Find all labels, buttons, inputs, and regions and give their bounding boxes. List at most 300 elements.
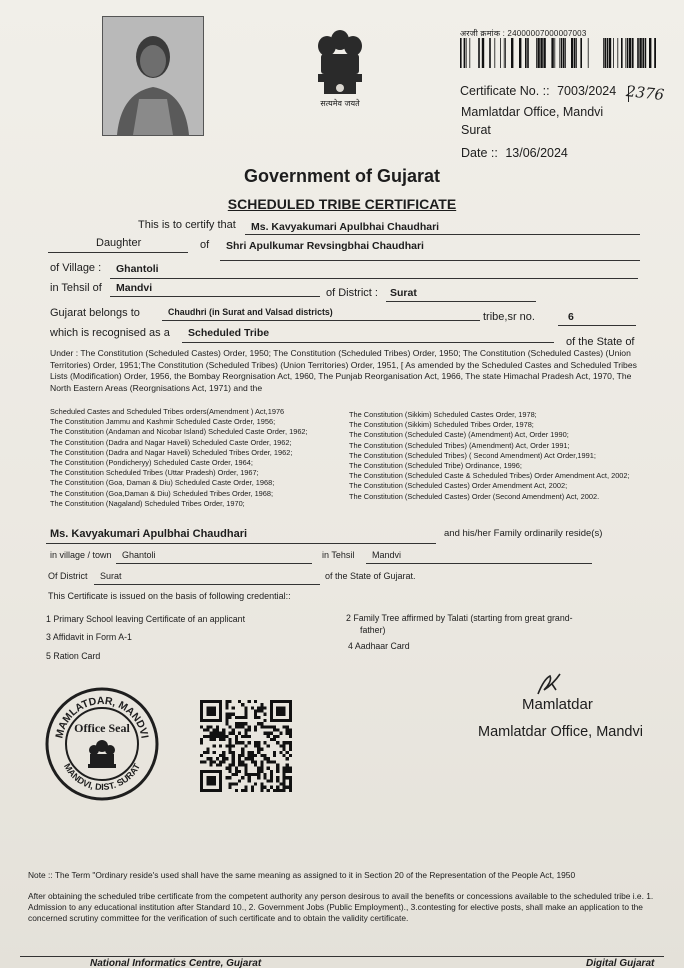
qr-module xyxy=(241,789,244,792)
qr-module xyxy=(257,706,260,709)
qr-module xyxy=(254,763,257,766)
qr-module xyxy=(289,789,292,792)
barcode-bar xyxy=(571,38,573,68)
barcode-bar xyxy=(588,38,589,68)
qr-module xyxy=(206,719,209,722)
handwritten-stroke xyxy=(628,86,629,102)
qr-module xyxy=(279,700,282,703)
qr-module xyxy=(213,719,216,722)
order-item: The Constitution (Goa,Daman & Diu) Scheduled Tribes Order, 1968; xyxy=(50,488,274,498)
qr-module xyxy=(282,786,285,789)
qr-module xyxy=(244,735,247,738)
footer-right: Digital Gujarat xyxy=(586,958,655,968)
qr-module xyxy=(273,751,276,754)
date-label: Date :: xyxy=(461,146,498,160)
barcode-bar xyxy=(603,38,604,68)
qr-module xyxy=(244,706,247,709)
qr-module xyxy=(200,713,203,716)
order-item: The Constitution (Scheduled Castes) Order Amendment Act, 2002; xyxy=(349,481,568,491)
qr-module xyxy=(241,748,244,751)
qr-module xyxy=(225,776,228,779)
qr-module xyxy=(276,763,279,766)
qr-module xyxy=(260,706,263,709)
qr-module xyxy=(232,757,235,760)
qr-module xyxy=(244,729,247,732)
tribe-sr-label: tribe,sr no. xyxy=(483,311,535,323)
qr-module xyxy=(248,757,251,760)
qr-module xyxy=(216,719,219,722)
order-item: The Constitution (Dadra and Nagar Haveli) Scheduled Caste Order, 1962; xyxy=(50,437,292,447)
qr-module xyxy=(254,760,257,763)
qr-module xyxy=(282,710,285,713)
qr-module xyxy=(238,732,241,735)
qr-module xyxy=(219,713,222,716)
barcode-bar xyxy=(621,38,623,68)
qr-module xyxy=(260,703,263,706)
order-item: The Constitution (Scheduled Tribes) (Amendment) Act, Order 1991; xyxy=(349,440,570,450)
qr-module xyxy=(229,770,232,773)
qr-module xyxy=(206,725,209,728)
qr-module xyxy=(232,744,235,747)
qr-module xyxy=(263,786,266,789)
qr-module xyxy=(244,744,247,747)
qr-module xyxy=(289,703,292,706)
applicant-photo xyxy=(102,16,204,136)
qr-module xyxy=(238,757,241,760)
qr-module xyxy=(232,760,235,763)
qr-module xyxy=(260,763,263,766)
qr-module xyxy=(289,741,292,744)
qr-module xyxy=(222,751,225,754)
qr-module xyxy=(260,722,263,725)
qr-module xyxy=(286,786,289,789)
qr-module xyxy=(241,725,244,728)
qr-module xyxy=(219,700,222,703)
qr-module xyxy=(210,779,213,782)
tehsil-label: in Tehsil of xyxy=(50,282,102,294)
recognised-value: Scheduled Tribe xyxy=(188,327,270,339)
qr-module xyxy=(251,706,254,709)
qr-module xyxy=(200,725,203,728)
parent-name: Shri Apulkumar Revsingbhai Chaudhari xyxy=(226,240,424,252)
barcode-bar xyxy=(580,38,582,68)
barcode-bar xyxy=(617,38,618,68)
barcode-bar xyxy=(565,38,566,68)
footer-rule xyxy=(20,956,664,957)
barcode-bar xyxy=(527,38,529,68)
qr-module xyxy=(238,716,241,719)
qr-module xyxy=(232,763,235,766)
belongs-label: Gujarat belongs to xyxy=(50,307,140,319)
qr-module xyxy=(273,760,276,763)
qr-module xyxy=(289,786,292,789)
qr-module xyxy=(263,776,266,779)
qr-module xyxy=(286,729,289,732)
qr-module xyxy=(203,770,206,773)
qr-module xyxy=(286,732,289,735)
qr-module xyxy=(213,779,216,782)
certificate-number xyxy=(460,84,616,98)
qr-module xyxy=(232,706,235,709)
qr-module xyxy=(270,732,273,735)
qr-module xyxy=(203,729,206,732)
qr-module xyxy=(286,767,289,770)
qr-module xyxy=(244,732,247,735)
qr-module xyxy=(225,722,228,725)
qr-module xyxy=(229,738,232,741)
credential-item: 3 Affidavit in Form A-1 xyxy=(46,632,132,642)
office-line-2: Surat xyxy=(461,123,491,137)
qr-module xyxy=(244,713,247,716)
qr-module xyxy=(254,700,257,703)
issue-date xyxy=(461,146,568,160)
qr-module xyxy=(282,754,285,757)
qr-module xyxy=(248,754,251,757)
order-item: The Constitution (Scheduled Caste & Scheduled Tribes) Order Amendment Act, 2002; xyxy=(349,471,630,481)
qr-module xyxy=(282,725,285,728)
qr-module xyxy=(273,725,276,728)
state-gujarat-label: of the State of Gujarat. xyxy=(325,571,416,581)
qr-module xyxy=(210,776,213,779)
qr-module xyxy=(282,744,285,747)
qr-module xyxy=(260,754,263,757)
qr-module xyxy=(257,751,260,754)
qr-module xyxy=(248,779,251,782)
qr-module xyxy=(270,703,273,706)
qr-module xyxy=(213,770,216,773)
handwritten-number: 2376 xyxy=(625,82,666,104)
qr-module xyxy=(235,789,238,792)
qr-module xyxy=(219,719,222,722)
tribe-rule xyxy=(162,320,480,321)
qr-module xyxy=(270,773,273,776)
qr-module xyxy=(216,757,219,760)
qr-module xyxy=(216,789,219,792)
qr-module xyxy=(282,779,285,782)
qr-module xyxy=(282,713,285,716)
qr-module xyxy=(254,725,257,728)
qr-module xyxy=(200,760,203,763)
qr-module xyxy=(213,706,216,709)
qr-module xyxy=(206,782,209,785)
qr-module xyxy=(219,738,222,741)
qr-module xyxy=(210,789,213,792)
qr-module xyxy=(257,776,260,779)
village-label: of Village : xyxy=(50,262,102,274)
qr-module xyxy=(289,748,292,751)
seal-mid-text: Office Seal xyxy=(74,721,130,735)
qr-module xyxy=(248,776,251,779)
qr-module xyxy=(235,767,238,770)
qr-module xyxy=(251,786,254,789)
barcode-bar xyxy=(536,38,537,68)
qr-module xyxy=(206,706,209,709)
signatory-title: Mamlatdar xyxy=(522,696,593,713)
qr-module xyxy=(222,757,225,760)
qr-module xyxy=(200,776,203,779)
barcode-bar xyxy=(639,38,641,68)
qr-module xyxy=(206,757,209,760)
qr-module xyxy=(210,782,213,785)
qr-module xyxy=(254,744,257,747)
qr-module xyxy=(213,710,216,713)
qr-module xyxy=(213,729,216,732)
qr-module xyxy=(200,703,203,706)
signatory-office: Mamlatdar Office, Mandvi xyxy=(478,724,643,740)
date-value: 13/06/2024 xyxy=(505,146,568,160)
qr-module xyxy=(251,760,254,763)
qr-module xyxy=(254,782,257,785)
qr-module xyxy=(254,773,257,776)
certificate-number-label: Certificate No. :: xyxy=(460,84,550,98)
qr-module xyxy=(229,782,232,785)
qr-module xyxy=(289,729,292,732)
qr-module xyxy=(238,763,241,766)
qr-module xyxy=(273,700,276,703)
qr-module xyxy=(206,779,209,782)
qr-module xyxy=(254,729,257,732)
qr-module xyxy=(267,779,270,782)
qr-module xyxy=(282,706,285,709)
qr-module xyxy=(257,722,260,725)
of-label: of xyxy=(200,239,210,251)
qr-module xyxy=(238,754,241,757)
tribe-name: Chaudhri (in Surat and Valsad districts) xyxy=(168,307,333,317)
qr-module xyxy=(279,782,282,785)
qr-module xyxy=(273,729,276,732)
barcode-bar xyxy=(482,38,484,68)
qr-module xyxy=(229,767,232,770)
qr-module xyxy=(219,763,222,766)
qr-module xyxy=(248,725,251,728)
qr-module xyxy=(279,719,282,722)
applicant-rule xyxy=(245,234,640,235)
applicant2-rule xyxy=(46,543,436,544)
relation-rule xyxy=(48,252,188,253)
village-value: Ghantoli xyxy=(116,263,159,275)
qr-module xyxy=(210,735,213,738)
qr-module xyxy=(282,719,285,722)
state-of-label: of the State of xyxy=(566,336,635,348)
qr-module xyxy=(279,713,282,716)
qr-module xyxy=(270,725,273,728)
credential-item: 1 Primary School leaving Certificate of an applicant xyxy=(46,614,246,624)
qr-module xyxy=(232,773,235,776)
qr-module xyxy=(279,706,282,709)
qr-module xyxy=(248,735,251,738)
recognised-rule xyxy=(182,342,554,343)
qr-module xyxy=(206,789,209,792)
order-item: The Constitution (Goa, Daman & Diu) Scheduled Caste Order, 1968; xyxy=(50,478,275,488)
qr-module xyxy=(286,776,289,779)
qr-module xyxy=(210,710,213,713)
barcode-bar xyxy=(637,38,639,68)
qr-module xyxy=(206,713,209,716)
qr-module xyxy=(225,735,228,738)
qr-module xyxy=(248,700,251,703)
orders-right-list xyxy=(349,410,641,502)
qr-module xyxy=(241,754,244,757)
order-item: The Constitution (Sikkim) Scheduled Tribes Order, 1978; xyxy=(349,420,534,430)
qr-module xyxy=(244,716,247,719)
qr-module xyxy=(210,757,213,760)
qr-module xyxy=(279,751,282,754)
qr-module xyxy=(276,770,279,773)
qr-module xyxy=(216,735,219,738)
order-item: The Constitution (Dadra and Nagar Haveli) Scheduled Tribes Order, 1962; xyxy=(50,447,293,457)
of-district-label: Of District xyxy=(48,571,88,581)
credential-item: 5 Ration Card xyxy=(46,651,101,661)
barcode-bar xyxy=(609,38,611,68)
office-line-1: Mamlatdar Office, Mandvi xyxy=(461,105,604,119)
qr-module xyxy=(238,722,241,725)
qr-module xyxy=(238,770,241,773)
qr-module xyxy=(257,741,260,744)
qr-module xyxy=(225,719,228,722)
qr-module xyxy=(235,722,238,725)
qr-module xyxy=(210,719,213,722)
qr-module xyxy=(213,751,216,754)
qr-module xyxy=(267,725,270,728)
qr-module xyxy=(289,770,292,773)
qr-module xyxy=(289,754,292,757)
village-town-value: Ghantoli xyxy=(122,550,156,560)
qr-module xyxy=(213,738,216,741)
of-district-value: Surat xyxy=(100,571,122,581)
qr-module xyxy=(270,779,273,782)
qr-module xyxy=(257,773,260,776)
barcode-bar xyxy=(551,38,553,68)
qr-module xyxy=(286,757,289,760)
order-item: The Constitution (Scheduled Caste) (Amendment) Act, Order 1990; xyxy=(349,430,569,440)
reside-label: and his/her Family ordinarily reside(s) xyxy=(444,528,603,539)
qr-module xyxy=(276,776,279,779)
order-item: Scheduled Castes and Scheduled Tribes orders(Amendment ) Act,1976 xyxy=(50,407,285,416)
qr-module xyxy=(282,767,285,770)
qr-module xyxy=(232,729,235,732)
qr-module xyxy=(235,738,238,741)
qr-module xyxy=(273,754,276,757)
qr-module xyxy=(254,754,257,757)
qr-module xyxy=(263,713,266,716)
qr-module xyxy=(229,763,232,766)
qr-module xyxy=(254,710,257,713)
barcode-bar xyxy=(649,38,651,68)
barcode-bar xyxy=(561,38,563,68)
qr-module xyxy=(213,732,216,735)
note-1: Note :: The Term "Ordinary reside's used shall have the same meaning as assigned to it in Section 20 of the Representation of the People Act, 1950 xyxy=(28,870,576,880)
qr-module xyxy=(219,776,222,779)
qr-module xyxy=(222,732,225,735)
qr-module xyxy=(251,751,254,754)
qr-module xyxy=(267,735,270,738)
qr-module xyxy=(229,751,232,754)
qr-module xyxy=(289,779,292,782)
qr-module xyxy=(213,700,216,703)
qr-module xyxy=(276,786,279,789)
qr-module xyxy=(206,751,209,754)
barcode-bar xyxy=(604,38,606,68)
qr-module xyxy=(289,713,292,716)
parent-rule xyxy=(220,260,640,261)
qr-module xyxy=(263,754,266,757)
barcode-bar xyxy=(494,38,495,68)
qr-module xyxy=(216,729,219,732)
qr-module xyxy=(276,767,279,770)
qr-module xyxy=(257,767,260,770)
order-item: The Constitution (Scheduled Tribe) Ordinance, 1996; xyxy=(349,461,522,471)
qr-module xyxy=(270,713,273,716)
qr-module xyxy=(241,741,244,744)
qr-module xyxy=(289,710,292,713)
tehsil2-rule xyxy=(366,563,592,564)
qr-module xyxy=(200,700,203,703)
qr-module xyxy=(282,741,285,744)
qr-module xyxy=(210,725,213,728)
qr-module xyxy=(279,744,282,747)
qr-module xyxy=(260,782,263,785)
qr-module xyxy=(273,738,276,741)
qr-module xyxy=(270,738,273,741)
government-title: Government of Gujarat xyxy=(243,166,441,186)
qr-module xyxy=(210,760,213,763)
barcode-bar xyxy=(627,38,629,68)
qr-module xyxy=(216,725,219,728)
qr-module xyxy=(200,710,203,713)
qr-module xyxy=(235,741,238,744)
seal-bottom-text: MANDVI, DIST. SURAT xyxy=(61,761,142,793)
qr-module xyxy=(219,735,222,738)
qr-module xyxy=(241,703,244,706)
qr-module xyxy=(222,754,225,757)
qr-module xyxy=(213,713,216,716)
qr-module xyxy=(279,732,282,735)
qr-module xyxy=(286,770,289,773)
qr-module xyxy=(276,735,279,738)
qr-code xyxy=(200,700,292,792)
qr-module xyxy=(200,786,203,789)
qr-module xyxy=(270,716,273,719)
qr-module xyxy=(213,735,216,738)
barcode-bar xyxy=(505,38,506,68)
barcode-bar xyxy=(464,38,466,68)
qr-module xyxy=(273,789,276,792)
qr-module xyxy=(210,738,213,741)
qr-module xyxy=(263,719,266,722)
district-value: Surat xyxy=(390,287,417,299)
qr-module xyxy=(229,725,232,728)
qr-module xyxy=(229,744,232,747)
qr-module xyxy=(206,700,209,703)
qr-module xyxy=(260,725,263,728)
barcode-bar xyxy=(540,38,542,68)
qr-module xyxy=(203,735,206,738)
district2-rule xyxy=(94,584,320,585)
qr-module xyxy=(219,789,222,792)
relation: Daughter xyxy=(96,237,142,249)
qr-module xyxy=(203,700,206,703)
qr-module xyxy=(213,744,216,747)
barcode-bar xyxy=(511,38,513,68)
qr-module xyxy=(251,789,254,792)
qr-module xyxy=(248,773,251,776)
qr-module xyxy=(232,782,235,785)
qr-module xyxy=(257,716,260,719)
qr-module xyxy=(206,770,209,773)
qr-module xyxy=(222,735,225,738)
note-2: After obtaining the scheduled tribe certificate from the competent authority any person desirous to avail the benefits or concessions available to the scheduled tribe i.e. 1. Admission to any educational institution after Standard 10., 2. Government Jobs (Public Employment)., 3.contesting for elective posts, shall make an application to the concerned scrutiny committee for the verification of such certificate and to obtain the validity certificate. xyxy=(28,891,654,924)
certificate-number-value: 7003/2024 xyxy=(557,84,617,98)
